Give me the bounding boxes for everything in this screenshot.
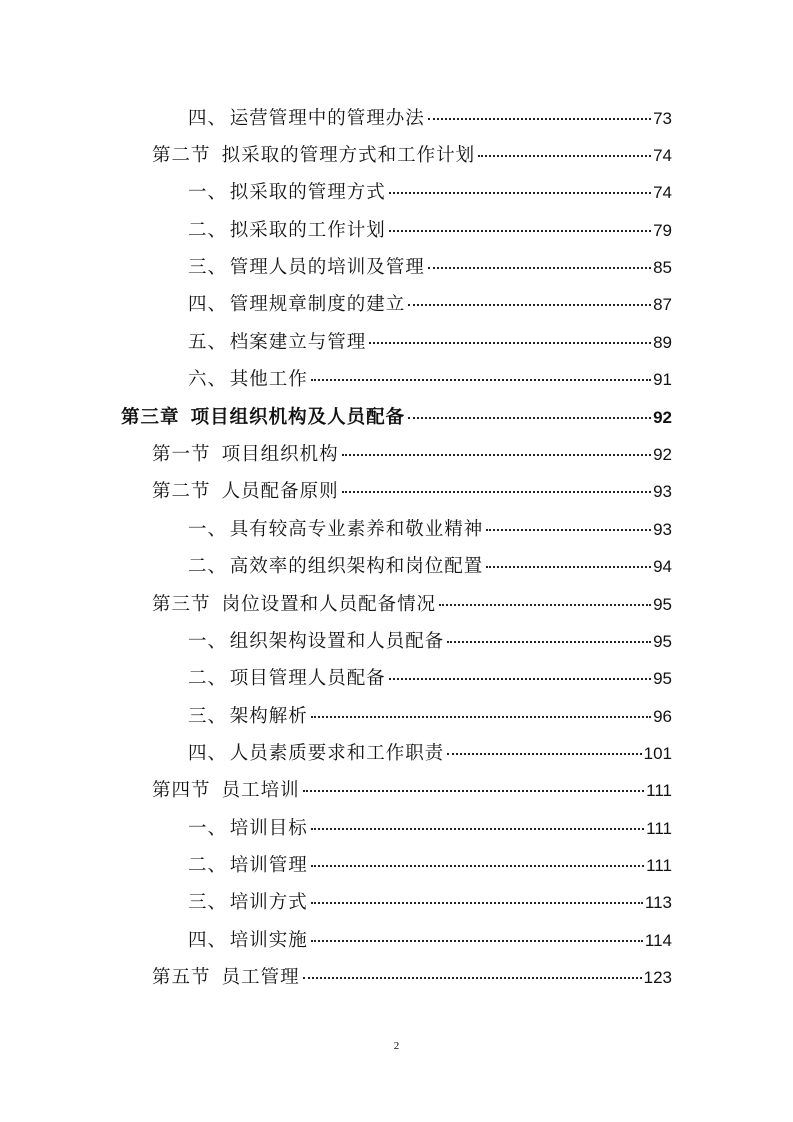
toc-entry-page: 73 bbox=[653, 109, 672, 128]
toc-entry-page: 92 bbox=[653, 445, 672, 464]
dot-leader bbox=[342, 491, 651, 493]
toc-entry[interactable] bbox=[152, 590, 672, 620]
toc-entry[interactable] bbox=[188, 365, 672, 395]
toc-entry-page: 74 bbox=[653, 183, 672, 202]
toc-entry-label: 二、 高效率的组织架构和岗位配置 bbox=[188, 556, 484, 577]
toc-entry-page: 111 bbox=[646, 781, 672, 800]
toc-entry-page: 74 bbox=[653, 146, 672, 165]
toc-entry-label: 三、 培训方式 bbox=[188, 892, 308, 913]
toc-entry[interactable] bbox=[188, 702, 672, 732]
dot-leader bbox=[311, 828, 644, 830]
toc-entry-label: 第三章 项目组织机构及人员配备 bbox=[121, 407, 406, 428]
toc-entry[interactable] bbox=[152, 963, 672, 993]
dot-leader bbox=[303, 790, 645, 792]
toc-entry[interactable] bbox=[188, 515, 672, 545]
toc-entry-page: 95 bbox=[653, 669, 672, 688]
toc-entry-label: 二、 拟采取的工作计划 bbox=[188, 220, 386, 241]
toc-entry-label: 第三节 岗位设置和人员配备情况 bbox=[152, 594, 437, 615]
toc-entry-page: 92 bbox=[653, 408, 672, 427]
toc-entry-page: 123 bbox=[643, 968, 672, 987]
toc-entry-label: 三、 管理人员的培训及管理 bbox=[188, 257, 425, 278]
dot-leader bbox=[303, 977, 642, 979]
toc-entry-label: 四、 运营管理中的管理办法 bbox=[188, 108, 425, 129]
toc-entry-page: 114 bbox=[644, 931, 672, 950]
toc-entry-page: 111 bbox=[646, 856, 672, 875]
dot-leader bbox=[311, 865, 644, 867]
toc-entry[interactable] bbox=[188, 926, 672, 956]
dot-leader bbox=[428, 267, 651, 269]
dot-leader bbox=[478, 155, 651, 157]
dot-leader bbox=[342, 454, 651, 456]
toc-entry[interactable] bbox=[188, 328, 672, 358]
toc-entry-label: 第二节 拟采取的管理方式和工作计划 bbox=[152, 145, 476, 166]
toc-entry-label: 四、 培训实施 bbox=[188, 930, 308, 951]
toc-entry[interactable] bbox=[188, 627, 672, 657]
dot-leader bbox=[369, 342, 651, 344]
toc-entry[interactable] bbox=[188, 290, 672, 320]
toc-entry-label: 第五节 员工管理 bbox=[152, 967, 300, 988]
dot-leader bbox=[311, 379, 651, 381]
toc-entry-page: 79 bbox=[653, 221, 672, 240]
toc-entry-page: 95 bbox=[653, 595, 672, 614]
toc-entry-page: 93 bbox=[653, 520, 672, 539]
toc-entry-label: 第二节 人员配备原则 bbox=[152, 481, 339, 502]
toc-entry-page: 93 bbox=[653, 482, 672, 501]
toc-entry-label: 六、 其他工作 bbox=[188, 369, 308, 390]
toc-entry-page: 111 bbox=[646, 819, 672, 838]
dot-leader bbox=[486, 566, 651, 568]
dot-leader bbox=[408, 304, 651, 306]
dot-leader bbox=[389, 678, 651, 680]
toc-entry-page: 96 bbox=[653, 707, 672, 726]
toc-entry[interactable] bbox=[188, 216, 672, 246]
toc-entry-page: 91 bbox=[653, 370, 672, 389]
dot-leader bbox=[389, 230, 651, 232]
toc-entry[interactable] bbox=[188, 552, 672, 582]
toc-entry[interactable] bbox=[188, 178, 672, 208]
toc-entry[interactable] bbox=[152, 477, 672, 507]
toc-entry[interactable] bbox=[152, 776, 672, 806]
toc-entry[interactable] bbox=[188, 888, 672, 918]
toc-entry[interactable] bbox=[152, 141, 672, 171]
dot-leader bbox=[311, 940, 643, 942]
dot-leader bbox=[439, 604, 651, 606]
toc-entry[interactable] bbox=[188, 739, 672, 769]
toc-entry-label: 三、 架构解析 bbox=[188, 706, 308, 727]
toc-entry-page: 94 bbox=[653, 557, 672, 576]
toc-entry-label: 二、 培训管理 bbox=[188, 855, 308, 876]
toc-entry-page: 85 bbox=[653, 258, 672, 277]
toc-entry-page: 101 bbox=[643, 744, 672, 763]
toc-entry-label: 第四节 员工培训 bbox=[152, 780, 300, 801]
toc-entry-label: 二、 项目管理人员配备 bbox=[188, 668, 386, 689]
toc-entry-page: 87 bbox=[653, 295, 672, 314]
dot-leader bbox=[311, 902, 643, 904]
dot-leader bbox=[486, 529, 651, 531]
toc-entry-page: 95 bbox=[653, 632, 672, 651]
toc-entry-label: 四、 管理规章制度的建立 bbox=[188, 294, 406, 315]
toc-entry-label: 五、 档案建立与管理 bbox=[188, 332, 367, 353]
toc-entry[interactable] bbox=[188, 104, 672, 134]
dot-leader bbox=[447, 753, 641, 755]
toc-entry-label: 一、 组织架构设置和人员配备 bbox=[188, 631, 445, 652]
toc-entry[interactable] bbox=[188, 851, 672, 881]
toc-entry-page: 89 bbox=[653, 333, 672, 352]
toc-entry-label: 第一节 项目组织机构 bbox=[152, 444, 339, 465]
dot-leader bbox=[408, 417, 651, 419]
page-number: 2 bbox=[393, 1040, 400, 1052]
toc-entry-label: 一、 具有较高专业素养和敬业精神 bbox=[188, 519, 484, 540]
dot-leader bbox=[447, 641, 651, 643]
dot-leader bbox=[311, 716, 651, 718]
toc-entry[interactable] bbox=[152, 440, 672, 470]
toc-entry[interactable] bbox=[188, 253, 672, 283]
toc-entry-page: 113 bbox=[644, 893, 672, 912]
toc-entry-label: 四、 人员素质要求和工作职责 bbox=[188, 743, 445, 764]
toc-entry-label: 一、 培训目标 bbox=[188, 818, 308, 839]
toc-entry[interactable] bbox=[188, 664, 672, 694]
toc-entry-label: 一、 拟采取的管理方式 bbox=[188, 182, 386, 203]
dot-leader bbox=[428, 118, 651, 120]
toc-chapter-entry[interactable] bbox=[121, 403, 672, 433]
dot-leader bbox=[389, 192, 651, 194]
toc-entry[interactable] bbox=[188, 814, 672, 844]
